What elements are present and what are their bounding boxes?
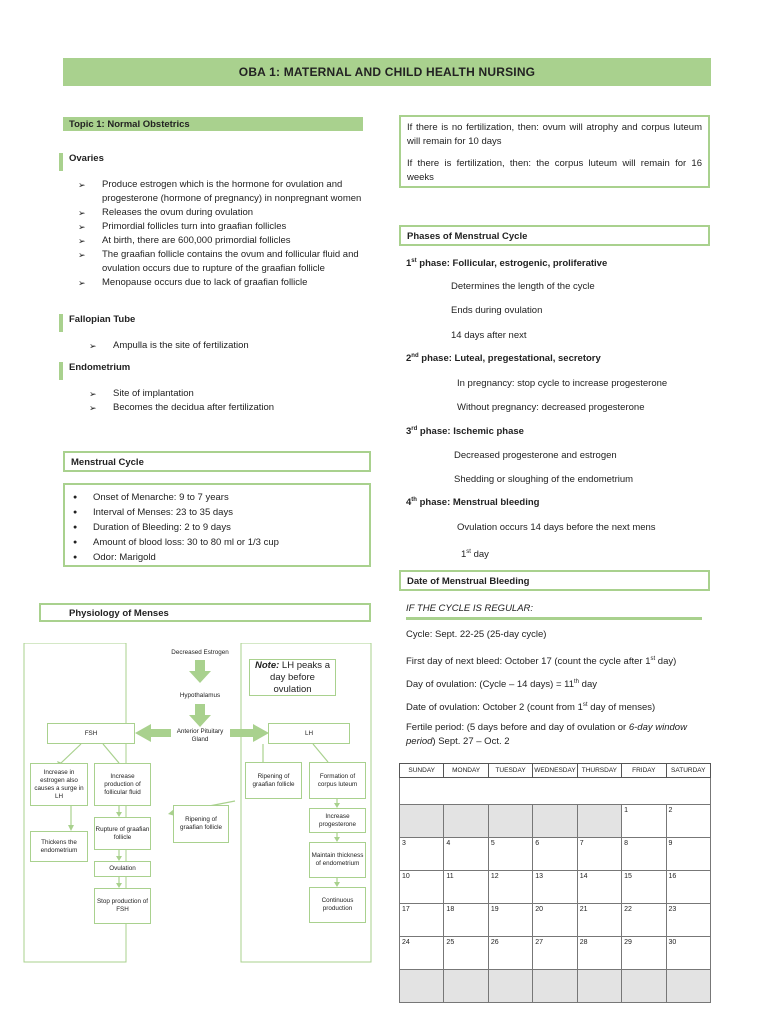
ripening-mid-box: Ripening of graafian follicle: [173, 805, 229, 843]
list-item: ➢ Becomes the decidua after fertilization: [89, 401, 359, 415]
physiology-heading: Physiology of Menses: [39, 603, 371, 622]
calendar-week-row: [400, 937, 711, 970]
left-arrow-icon: [135, 724, 171, 742]
increase-prog-box: Increase progesterone: [309, 808, 366, 833]
phase-1-line: 14 days after next: [451, 330, 527, 341]
list-item: ➢ The graafian follicle contains the ovum and follicular fluid and ovulation occurs due to rupture of the graafian follicle: [78, 248, 364, 276]
calendar-day-cell: [488, 970, 532, 1003]
fertilization-note-2: If there is fertilization, then: the corpus luteum will remain for 16 weeks: [407, 158, 702, 183]
ovulation-box: Ovulation: [94, 861, 151, 877]
formation-box: Formation of corpus luteum: [309, 762, 366, 799]
calendar-day-cell: 26: [488, 937, 532, 970]
calendar-day-cell: [622, 970, 666, 1003]
calendar-day-cell: 25: [444, 937, 488, 970]
phase-1-title: 1st phase: Follicular, estrogenic, proliferative: [406, 258, 608, 270]
ripening-lh-box: Ripening of graafian follicle: [245, 762, 302, 799]
calendar-day-cell: 3: [400, 838, 444, 871]
calendar-day-cell: 22: [622, 904, 666, 937]
fallopian-heading: Fallopian Tube: [59, 314, 359, 332]
phase-3-line: Shedding or sloughing of the endometrium: [454, 474, 634, 485]
list-item: ➢ Site of implantation: [89, 387, 359, 401]
calendar-day-cell: 29: [622, 937, 666, 970]
calendar-body: [400, 778, 711, 1003]
calendar-day-cell: 9: [666, 838, 710, 871]
endometrium-list: [89, 387, 359, 415]
calendar-day-cell: 16: [666, 871, 710, 904]
calendar-day-cell: [488, 805, 532, 838]
physiology-flowchart: [23, 643, 372, 963]
calendar-day-cell: 5: [488, 838, 532, 871]
calendar-day-header: TUESDAY: [488, 764, 532, 778]
phase-4-title: 4th phase: Menstrual bleeding: [406, 497, 540, 509]
calendar-day-cell: [400, 970, 444, 1003]
calendar-day-header: FRIDAY: [622, 764, 666, 778]
calendar-day-header: SUNDAY: [400, 764, 444, 778]
calendar-week-row: [400, 871, 711, 904]
page-title: OBA 1: MATERNAL AND CHILD HEALTH NURSING: [63, 58, 711, 86]
calendar-day-cell: 1: [622, 805, 666, 838]
list-item: ● Interval of Menses: 23 to 35 days: [65, 505, 369, 520]
anterior-pituitary-label: Anterior Pituitary Gland: [176, 728, 224, 743]
date-ovulation-line: Date of ovulation: October 2 (count from 1st day of menses): [406, 702, 656, 714]
calendar-day-cell: [666, 970, 710, 1003]
calendar-day-cell: 28: [577, 937, 621, 970]
note-box: [249, 659, 336, 696]
ovaries-list: [78, 178, 364, 290]
list-item: ● Onset of Menarche: 9 to 7 years: [65, 490, 369, 505]
calendar-day-header: SATURDAY: [666, 764, 710, 778]
calendar-day-cell: [444, 805, 488, 838]
calendar-day-cell: [577, 970, 621, 1003]
calendar-day-cell: 2: [666, 805, 710, 838]
calendar-day-cell: [444, 970, 488, 1003]
list-item: ➢ At birth, there are 600,000 primordial follicles: [78, 234, 364, 248]
calendar-day-cell: 24: [400, 937, 444, 970]
calendar-week-row: [400, 838, 711, 871]
ovaries-heading: Ovaries: [59, 153, 359, 171]
cycle-line: Cycle: Sept. 22-25 (25-day cycle): [406, 629, 547, 640]
calendar-day-cell: 12: [488, 871, 532, 904]
calendar-day-cell: 4: [444, 838, 488, 871]
calendar-day-cell: 6: [533, 838, 577, 871]
calendar-month-cell: [400, 778, 711, 805]
hypothalamus-label: Hypothalamus: [179, 692, 221, 699]
decreased-estrogen-label: Decreased Estrogen: [171, 649, 229, 656]
list-item: ➢ Ampulla is the site of fertilization: [89, 339, 359, 353]
phase-1-line: Ends during ovulation: [451, 305, 543, 316]
calendar-day-cell: [400, 805, 444, 838]
calendar-day-cell: 19: [488, 904, 532, 937]
calendar-week-row: [400, 778, 711, 805]
calendar-week-row: [400, 970, 711, 1003]
calendar-day-cell: 15: [622, 871, 666, 904]
calendar-day-cell: 21: [577, 904, 621, 937]
phase-1-line: Determines the length of the cycle: [451, 281, 595, 292]
list-item: ➢ Primordial follicles turn into graafian follicles: [78, 220, 364, 234]
calendar-day-cell: 18: [444, 904, 488, 937]
phases-heading: Phases of Menstrual Cycle: [399, 225, 710, 246]
list-item: ● Amount of blood loss: 30 to 80 ml or 1/3 cup: [65, 535, 369, 550]
phase-4-line: 1st day: [461, 549, 489, 561]
rupture-box: Rupture of graafian follicle: [94, 817, 151, 850]
list-item: ➢ Menopause occurs due to lack of graafian follicle: [78, 276, 364, 290]
increase-fluid-box: Increase production of follicular fluid: [94, 763, 151, 806]
continuous-box: Continuous production: [309, 887, 366, 923]
phase-3-title: 3rd phase: Ischemic phase: [406, 426, 524, 438]
fertilization-note-box: [399, 115, 710, 188]
calendar-day-cell: 10: [400, 871, 444, 904]
calendar-day-cell: 27: [533, 937, 577, 970]
lh-box: LH: [268, 723, 350, 744]
calendar-day-cell: 13: [533, 871, 577, 904]
calendar-day-cell: 23: [666, 904, 710, 937]
right-arrow-icon: [230, 724, 269, 742]
fertilization-note-1: If there is no fertilization, then: ovum will atrophy and corpus luteum will remain for 10 days: [407, 122, 702, 147]
increase-estrogen-box: Increase in estrogen also causes a surge in LH: [30, 763, 88, 806]
stop-fsh-box: Stop production of FSH: [94, 888, 151, 924]
calendar-header-row: [400, 764, 711, 778]
day-ovulation-line: Day of ovulation: (Cycle – 14 days) = 11th day: [406, 679, 597, 691]
calendar-day-cell: 30: [666, 937, 710, 970]
calendar-day-cell: [577, 805, 621, 838]
note-text-2: day before ovulation: [270, 671, 315, 695]
regular-cycle-subheading: IF THE CYCLE IS REGULAR:: [406, 602, 702, 620]
calendar-day-header: MONDAY: [444, 764, 488, 778]
phase-2-line: In pregnancy: stop cycle to increase progesterone: [457, 378, 668, 389]
fallopian-list: [89, 339, 359, 353]
calendar-week-row: [400, 805, 711, 838]
calendar-day-header: WEDNESDAY: [533, 764, 577, 778]
first-day-line: First day of next bleed: October 17 (count the cycle after 1st day): [406, 656, 677, 668]
endometrium-heading: Endometrium: [59, 362, 359, 380]
calendar-day-cell: 20: [533, 904, 577, 937]
note-label: Note:: [255, 659, 280, 671]
calendar-day-cell: 8: [622, 838, 666, 871]
fertile-period-line: Fertile period: (5 days before and day of ovulation or 6-day window period) Sept. 27 – Oct. 2: [406, 722, 687, 747]
phase-2-title: 2nd phase: Luteal, pregestational, secretory: [406, 353, 601, 365]
list-item: ● Odor: Marigold: [65, 550, 369, 565]
calendar: [399, 763, 711, 1003]
list-item: ➢ Produce estrogen which is the hormone for ovulation and progesterone (hormone of pregnancy) in nonpregnant women: [78, 178, 364, 206]
topic-heading: Topic 1: Normal Obstetrics: [63, 117, 363, 131]
calendar-day-header: THURSDAY: [577, 764, 621, 778]
phase-3-line: Decreased progesterone and estrogen: [454, 450, 617, 461]
note-text-1: LH peaks a: [281, 659, 330, 671]
calendar-day-cell: 14: [577, 871, 621, 904]
calendar-day-cell: [533, 805, 577, 838]
date-bleeding-heading: Date of Menstrual Bleeding: [399, 570, 710, 591]
list-item: ➢ Releases the ovum during ovulation: [78, 206, 364, 220]
down-arrow-icon: [189, 704, 211, 727]
menstrual-cycle-box: [63, 483, 371, 567]
phase-4-line: Ovulation occurs 14 days before the next mens: [457, 522, 656, 533]
list-item: ● Duration of Bleeding: 2 to 9 days: [65, 520, 369, 535]
calendar-week-row: [400, 904, 711, 937]
calendar-day-cell: [533, 970, 577, 1003]
down-arrow-icon: [189, 660, 211, 683]
calendar-day-cell: 11: [444, 871, 488, 904]
thickens-box: Thickens the endometrium: [30, 831, 88, 862]
maintain-box: Maintain thickness of endometrium: [309, 842, 366, 878]
menstrual-cycle-list: [65, 490, 369, 565]
phase-2-line: Without pregnancy: decreased progesterone: [457, 402, 645, 413]
menstrual-cycle-heading: Menstrual Cycle: [63, 451, 371, 472]
fsh-box: FSH: [47, 723, 135, 744]
calendar-day-cell: 17: [400, 904, 444, 937]
calendar-day-cell: 7: [577, 838, 621, 871]
